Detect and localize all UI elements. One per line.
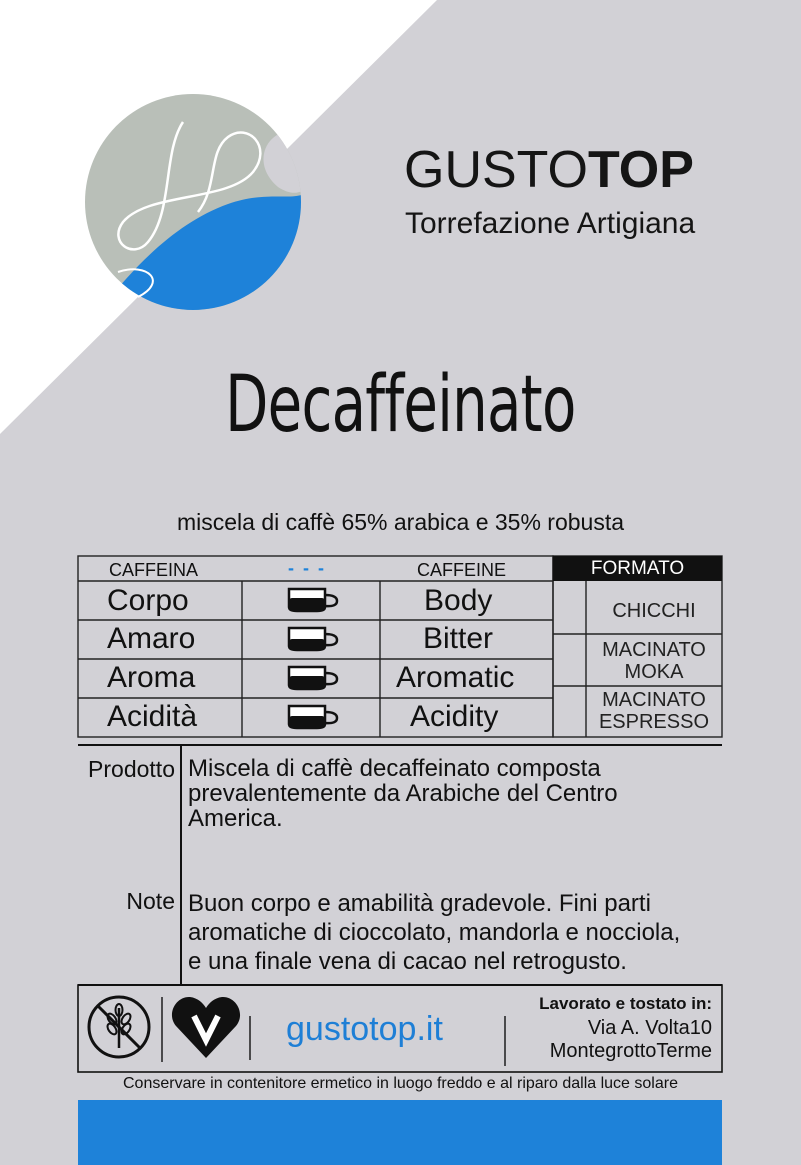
product-title: Decaffeinato [225,360,576,450]
notes-description [188,889,680,976]
coffee-cup-icon [289,589,337,611]
row-label-aromatic: Aromatic [396,661,515,694]
product-description-line: America. [188,805,283,832]
row-label-body: Body [424,584,493,617]
format-header: FORMATO [553,556,722,581]
coffee-cup-fill [289,716,325,728]
header-caffeine-level: - - - [288,558,326,578]
product-blend: miscela di caffè 65% arabica e 35% robusta [176,509,625,535]
notes-description-line: Buon corpo e amabilità gradevole. Fini parti [188,890,651,917]
gluten-free-icon [86,994,152,1060]
format-option-moka [586,639,722,683]
intensity-cups [287,581,347,737]
coffee-cup-fill [289,639,325,650]
format-option-line: MACINATO [602,689,706,711]
coffee-cup-icon [289,706,337,728]
address-line: MontegrottoTerme [549,1040,712,1062]
format-option-line: CHICCHI [612,600,696,622]
format-option-line: ESPRESSO [598,711,710,733]
format-option-line: MOKA [624,661,684,683]
coffee-cup-icon [289,628,337,650]
header-caffeina: CAFFEINA [109,560,199,580]
producer-title: Lavorato e tostato in: [539,994,712,1013]
notes-description-line: e una finale vena di cacao nel retrogusto. [188,948,627,975]
notes-description-line: aromatiche di cioccolato, mandorla e nocciola, [188,919,681,946]
bottom-blue-bar [78,1100,722,1165]
format-option-espresso [586,689,722,733]
brand-name-bold: TOP [587,141,694,199]
product-description-line: Miscela di caffè decaffeinato composta [188,755,601,782]
row-label-bitter: Bitter [423,622,494,655]
storage-note: Conservare in contenitore ermetico in luogo freddo e al riparo dalla luce solare [123,1075,678,1092]
brand-name-light: GUSTO [404,141,588,199]
address-line: Via A. Volta10 [587,1017,712,1039]
row-label-corpo: Corpo [107,584,189,617]
coffee-cup-icon [289,667,337,689]
row-label-acidity: Acidity [410,700,499,733]
row-label-aroma: Aroma [107,661,196,694]
format-option-line: MACINATO [602,639,706,661]
brand-tagline: Torrefazione Artigiana [405,207,696,240]
row-label-acidita: Acidità [107,700,198,733]
product-label: Prodotto [88,756,175,782]
product-description [188,756,618,831]
vegan-heart-icon [170,994,242,1060]
format-option-chicchi [586,600,722,622]
product-description-line: prevalentemente da Arabiche del Centro [188,780,618,807]
coffee-cup-fill [289,676,325,689]
row-label-amaro: Amaro [107,622,196,655]
notes-label: Note [126,888,175,914]
header-caffeine: CAFFEINE [417,560,507,580]
website-link[interactable]: gustotop.it [286,1010,443,1048]
producer-address [500,1017,712,1063]
coffee-cup-fill [289,598,325,611]
